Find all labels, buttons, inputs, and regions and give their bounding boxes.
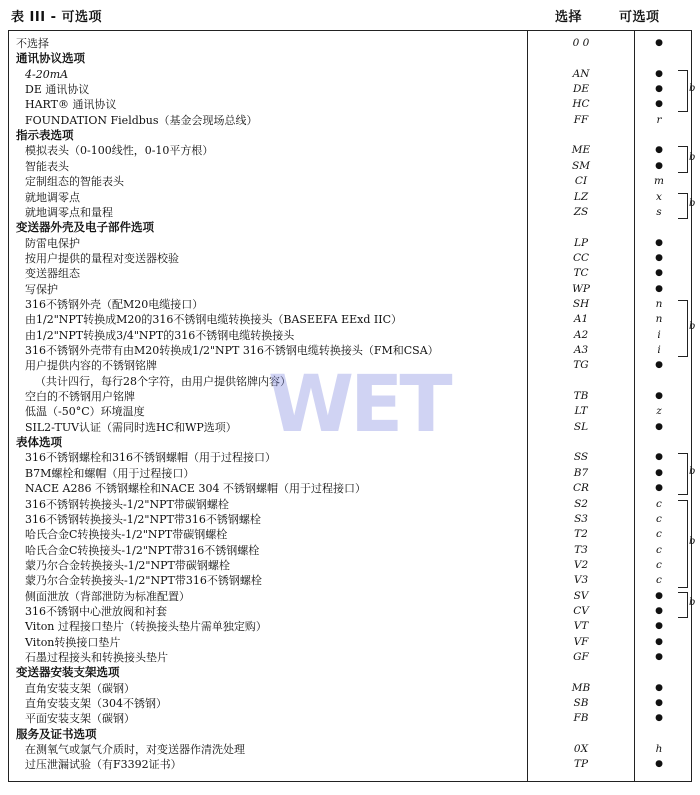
option-description: 直角安装支架（碳钢） xyxy=(25,681,135,695)
option-row xyxy=(8,420,692,435)
option-code: S2 xyxy=(574,497,588,510)
option-code: HC xyxy=(572,98,590,111)
option-row xyxy=(8,558,692,573)
option-row xyxy=(8,97,692,112)
option-description: 石墨过程接头和转换接头垫片 xyxy=(25,651,168,664)
option-description: 低温（-50°C）环境温度 xyxy=(25,405,145,419)
option-code: SM xyxy=(572,159,590,172)
option-description: 智能表头 xyxy=(25,159,69,173)
option-description: 316不锈钢外壳（配M20电缆接口） xyxy=(25,297,204,311)
option-description: 哈氏合金C转换接头-1/2"NPT带316不锈钢螺栓 xyxy=(25,543,260,557)
option-description: HART® 通讯协议 xyxy=(25,98,117,112)
availability-dot-icon: ● xyxy=(655,605,663,616)
option-row xyxy=(8,481,692,496)
option-row xyxy=(8,297,692,312)
availability-dot-icon: ● xyxy=(655,652,663,662)
availability-dot-icon: ● xyxy=(655,268,663,279)
option-row xyxy=(8,343,692,358)
option-row xyxy=(8,650,692,665)
option-code: CC xyxy=(572,251,590,264)
availability-dot-icon: ● xyxy=(655,160,663,171)
availability-note: c xyxy=(656,528,662,541)
option-row xyxy=(8,466,692,481)
section-heading-row xyxy=(8,435,692,450)
option-code: CR xyxy=(573,482,589,495)
availability-dot-icon: ● xyxy=(655,237,663,248)
option-code: 0X xyxy=(573,743,589,756)
option-description: 蒙乃尔合金转换接头-1/2"NPT带316不锈钢螺栓 xyxy=(25,574,262,588)
column-header-options: 可选项 xyxy=(619,10,660,25)
bracket-label: b xyxy=(689,197,696,209)
option-description: DE 通讯协议 xyxy=(25,83,90,97)
option-code: CV xyxy=(573,604,589,617)
section-title: 表体选项 xyxy=(16,435,62,450)
option-code: B7 xyxy=(573,466,589,479)
option-description: 侧面泄放（背部泄防为标准配置） xyxy=(25,589,190,603)
availability-note: i xyxy=(657,328,661,341)
option-row xyxy=(8,312,692,327)
option-code: DE xyxy=(572,83,590,96)
option-description: 316不锈钢外壳带有由M20转换成1/2"NPT 316不锈钢电缆转换接头（FM和CSA） xyxy=(25,344,439,357)
option-code: V3 xyxy=(573,574,589,587)
option-description: 就地调零点 xyxy=(25,190,80,204)
bracket-label: b xyxy=(689,466,696,478)
availability-note: m xyxy=(654,175,664,188)
option-code: MB xyxy=(571,681,591,694)
option-code: SV xyxy=(573,589,589,602)
option-row xyxy=(8,113,692,128)
availability-dot-icon: ● xyxy=(655,621,663,632)
option-description: 就地调零点和量程 xyxy=(25,205,113,219)
option-code: CI xyxy=(574,175,588,188)
option-description: 平面安装支架（碳钢） xyxy=(25,712,135,726)
option-row xyxy=(8,604,692,619)
section-title: 指示表选项 xyxy=(16,128,74,143)
option-description: 316不锈钢转换接头-1/2"NPT带碳钢螺栓 xyxy=(25,497,229,511)
option-row xyxy=(8,512,692,527)
section-title: 通讯协议选项 xyxy=(16,51,85,66)
exclusion-bracket xyxy=(678,193,688,220)
availability-note: c xyxy=(656,558,662,571)
option-row xyxy=(8,543,692,558)
option-code: FB xyxy=(573,712,589,725)
availability-dot-icon: ● xyxy=(655,452,663,463)
option-code: FF xyxy=(573,113,589,126)
option-code: A2 xyxy=(573,328,589,341)
option-row xyxy=(8,143,692,158)
availability-dot-icon: ● xyxy=(655,467,663,478)
availability-note: i xyxy=(657,344,661,356)
option-description: 空白的不锈钢用户铭牌 xyxy=(25,390,135,404)
bracket-label: b xyxy=(689,596,696,608)
option-description: 模拟表头（0-100线性，0-10平方根） xyxy=(25,144,214,158)
option-row xyxy=(8,82,692,97)
option-code: VF xyxy=(573,635,589,648)
section-heading-row xyxy=(8,51,692,66)
option-row xyxy=(8,757,692,772)
availability-dot-icon: ● xyxy=(655,360,663,371)
option-row xyxy=(8,404,692,419)
option-code: SS xyxy=(573,451,589,464)
availability-note: r xyxy=(656,113,662,126)
option-code: TP xyxy=(573,758,589,771)
option-description: 316不锈钢转换接头-1/2"NPT带316不锈钢螺栓 xyxy=(25,512,261,526)
option-code: WP xyxy=(572,282,590,295)
availability-dot-icon: ● xyxy=(655,391,663,402)
column-header-selection: 选择 xyxy=(555,10,583,25)
option-code: TB xyxy=(573,390,589,403)
availability-dot-icon: ● xyxy=(655,99,663,110)
section-heading-row xyxy=(8,128,692,143)
option-description: 防雷电保护 xyxy=(25,236,80,250)
option-description: 变送器组态 xyxy=(25,267,80,281)
option-description: （共计四行，每行28个字符，由用户提供铭牌内容） xyxy=(35,374,291,388)
option-row xyxy=(8,236,692,251)
section-title: 变送器外壳及电子部件选项 xyxy=(16,220,154,235)
option-row xyxy=(8,190,692,205)
availability-note: s xyxy=(656,205,662,218)
option-row xyxy=(8,589,692,604)
availability-dot-icon: ● xyxy=(655,759,663,770)
section-heading-row xyxy=(8,665,692,680)
availability-note: c xyxy=(656,543,662,556)
option-description: FOUNDATION Fieldbus（基金会现场总线） xyxy=(25,113,258,127)
option-code: LT xyxy=(574,405,588,418)
option-code: ME xyxy=(571,144,591,157)
option-row xyxy=(8,681,692,696)
option-code: LZ xyxy=(573,190,589,203)
option-code: SL xyxy=(573,420,589,433)
option-row xyxy=(8,497,692,512)
availability-note: h xyxy=(655,743,663,756)
option-code: T3 xyxy=(574,543,588,556)
option-row xyxy=(8,450,692,465)
bracket-label: b xyxy=(689,151,696,163)
option-description: 写保护 xyxy=(25,282,58,296)
availability-dot-icon: ● xyxy=(655,698,663,709)
option-description: 蒙乃尔合金转换接头-1/2"NPT带碳钢螺栓 xyxy=(25,558,230,572)
option-code: 0 0 xyxy=(572,37,590,49)
option-row xyxy=(8,389,692,404)
option-row xyxy=(8,573,692,588)
option-code: A3 xyxy=(573,344,589,356)
option-row xyxy=(8,328,692,343)
option-description: 由1/2"NPT转换成M20的316不锈钢电缆转换接头（BASEEFA EExd IIC） xyxy=(25,313,403,327)
availability-note: x xyxy=(656,190,662,203)
option-description: NACE A286 不锈钢螺栓和NACE 304 不锈钢螺帽（用于过程接口） xyxy=(25,482,366,496)
bracket-label: b xyxy=(689,320,696,332)
option-description: 过压泄漏试验（有F3392证书） xyxy=(25,758,182,772)
option-description: 定制组态的智能表头 xyxy=(25,175,124,189)
option-description: SIL2-TUV认证（需同时选HC和WP选项） xyxy=(25,420,237,434)
option-description: 哈氏合金C转换接头-1/2"NPT带碳钢螺栓 xyxy=(25,528,228,542)
bracket-label: b xyxy=(689,535,696,547)
option-row xyxy=(8,742,692,757)
option-row xyxy=(8,266,692,281)
option-description: 不选择 xyxy=(16,37,49,50)
option-description: 在测氧气或氯气介质时，对变送器作清洗处理 xyxy=(25,743,245,757)
availability-note: n xyxy=(655,313,663,326)
option-row xyxy=(8,251,692,266)
availability-dot-icon: ● xyxy=(655,38,663,48)
exclusion-bracket xyxy=(678,500,688,588)
option-description: 由1/2"NPT转换成3/4"NPT的316不锈钢电缆转换接头 xyxy=(25,328,295,342)
option-row xyxy=(8,205,692,220)
option-row xyxy=(8,282,692,297)
section-title: 变送器安装支架选项 xyxy=(16,665,120,680)
option-code: SB xyxy=(573,697,589,710)
table-title: 表 III - 可选项 xyxy=(11,10,102,25)
option-description: B7M螺栓和螺帽（用于过程接口） xyxy=(25,466,195,480)
availability-dot-icon: ● xyxy=(655,483,663,494)
option-code: TC xyxy=(573,267,589,280)
option-description: 316不锈钢螺栓和316不锈钢螺帽（用于过程接口） xyxy=(25,451,276,465)
option-code: A1 xyxy=(573,313,589,326)
option-description: 按用户提供的量程对变送器校验 xyxy=(25,251,179,265)
exclusion-bracket xyxy=(678,300,688,357)
option-code: S3 xyxy=(574,512,588,525)
exclusion-bracket xyxy=(678,453,688,495)
availability-dot-icon: ● xyxy=(655,590,663,601)
exclusion-bracket xyxy=(678,70,688,112)
option-code: SH xyxy=(572,297,590,310)
option-description: 用户提供内容的不锈钢铭牌 xyxy=(25,359,157,373)
availability-note: c xyxy=(656,574,662,587)
section-heading-row xyxy=(8,220,692,235)
availability-note: c xyxy=(656,497,662,510)
option-description: 直角安装支架（304不锈钢） xyxy=(25,697,167,711)
option-code: TG xyxy=(573,359,589,372)
option-row xyxy=(8,36,692,51)
option-row xyxy=(8,159,692,174)
option-description: 316不锈钢中心泄放阀和衬套 xyxy=(25,604,167,618)
option-code: ZS xyxy=(573,205,589,218)
option-row xyxy=(8,67,692,82)
option-code: T2 xyxy=(574,528,588,541)
availability-dot-icon: ● xyxy=(655,682,663,693)
availability-dot-icon: ● xyxy=(655,713,663,724)
option-description: Viton 过程接口垫片（转换接头垫片需单独定购） xyxy=(25,620,267,634)
option-row xyxy=(8,619,692,634)
option-row xyxy=(8,527,692,542)
section-title: 服务及证书选项 xyxy=(16,726,97,741)
availability-dot-icon: ● xyxy=(655,84,663,95)
availability-dot-icon: ● xyxy=(655,283,663,294)
availability-dot-icon: ● xyxy=(655,145,663,156)
option-code: LP xyxy=(573,236,589,249)
availability-note: z xyxy=(656,405,662,418)
availability-note: n xyxy=(655,297,663,310)
availability-note: c xyxy=(656,512,662,525)
bracket-label: b xyxy=(689,82,696,94)
option-row xyxy=(8,696,692,711)
option-row xyxy=(8,358,692,373)
availability-dot-icon: ● xyxy=(655,252,663,263)
option-description: Viton转换接口垫片 xyxy=(25,635,121,649)
option-row xyxy=(8,711,692,726)
exclusion-bracket xyxy=(678,146,688,173)
watermark-logo: WET xyxy=(268,360,449,450)
option-description: 4-20mA xyxy=(25,67,69,81)
option-code: VT xyxy=(573,620,589,633)
option-code: AN xyxy=(572,67,590,80)
availability-dot-icon: ● xyxy=(655,421,663,432)
option-row xyxy=(8,374,692,389)
section-heading-row xyxy=(8,727,692,742)
availability-dot-icon: ● xyxy=(655,68,663,79)
option-row xyxy=(8,174,692,189)
option-code: GF xyxy=(573,651,589,663)
availability-dot-icon: ● xyxy=(655,636,663,647)
option-row xyxy=(8,635,692,650)
option-code: V2 xyxy=(573,558,589,571)
exclusion-bracket xyxy=(678,592,688,619)
